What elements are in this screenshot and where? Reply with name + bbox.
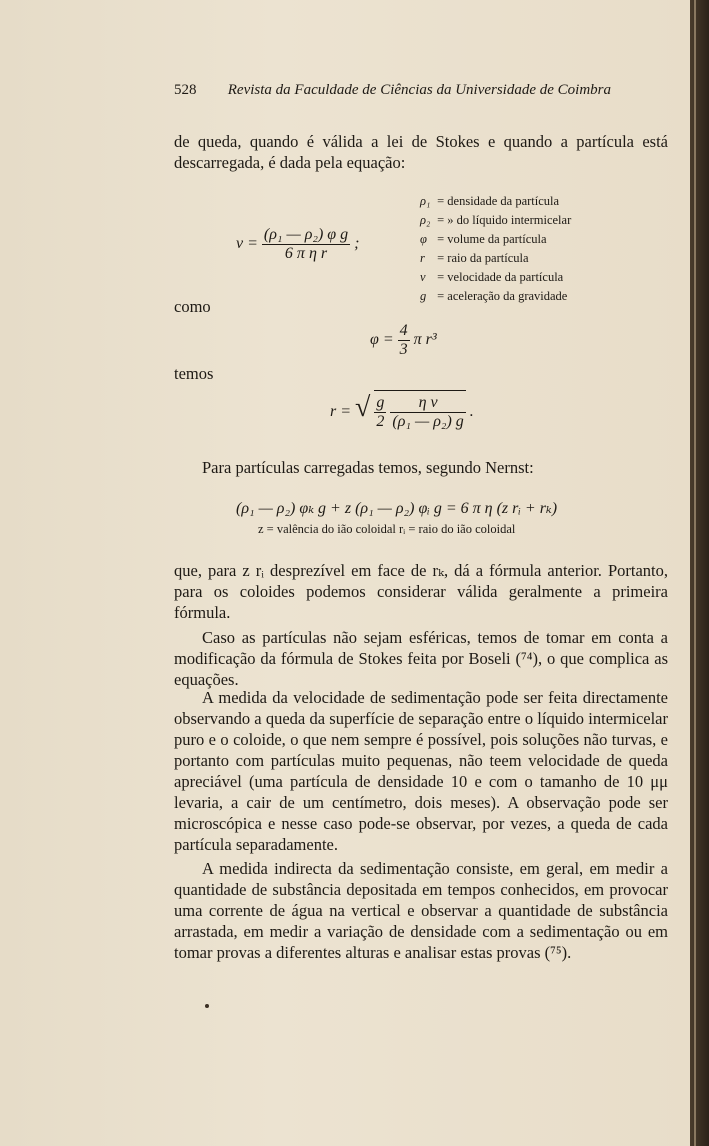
book-edge xyxy=(690,0,709,1146)
journal-title: Revista da Faculdade de Ciências da Universidade de Coimbra xyxy=(227,82,612,98)
nernst-legend: z = valência do ião coloidal rᵢ = raio do ião coloidal xyxy=(258,522,516,536)
ink-mark xyxy=(205,1004,209,1008)
formula-numerator: (ρ₁ — ρ₂) φ g xyxy=(263,226,349,243)
paragraph: Caso as partículas não sejam esféricas, temos de tomar em conta a modificação da fórmula de Stokes feita por Boseli (⁷⁴), o que complica as equações. xyxy=(174,628,668,689)
definition-row: v = velocidade da partícula xyxy=(420,270,564,284)
nernst-intro: Para partículas carregadas temos, segundo Nernst: xyxy=(202,458,534,477)
formula-fraction xyxy=(262,226,350,263)
formula-tail: ; xyxy=(354,235,360,253)
nernst-formula: (ρ₁ — ρ₂) φₖ g + z (ρ₁ — ρ₂) φᵢ g = 6 π η (z rᵢ + rₖ) xyxy=(236,500,558,517)
paragraph: A medida da velocidade de sedimentação pode ser feita directamente observando a queda da superfície de separação entre o líquido intermicelar puro e o coloide, o que nem sempre é possível, pois soluções não turvas, e portanto com partículas muito pequenas, não teem velocidade de queda apreciável (uma partícula de densidade 10 e com o tamanho de 10 μμ levaria, a cair de um centímetro, dois meses). A observação pode ser microscópica e nesse caso pode-se observar, por vezes, a queda de cada partícula separadamente. xyxy=(174,688,668,854)
label-temos: temos xyxy=(174,364,214,383)
definition-row: φ = volume da partícula xyxy=(420,232,547,246)
definition-row: r = raio da partícula xyxy=(420,251,529,265)
book-edge-line xyxy=(694,0,696,1146)
paragraph: que, para z rᵢ desprezível em face de rₖ, dá a fórmula anterior. Portanto, para os coloides podemos considerar válida geralmente a primeira fórmula. xyxy=(174,561,668,622)
intro-paragraph: de queda, quando é válida a lei de Stokes e quando a partícula está descarregada, é dada pela equação: xyxy=(174,132,668,172)
label-como: como xyxy=(174,297,211,316)
formula-denominator: 6 π η r xyxy=(284,245,328,262)
formula-lhs: v = xyxy=(236,235,258,253)
formula-fraction: $\frac{4}{3}$ xyxy=(399,322,408,358)
symbol-definitions xyxy=(420,192,571,306)
running-header xyxy=(174,82,624,99)
radicand: $\frac{g}{2}$ $\frac{\text{η v}}{\text{(ρ₁ — ρ₂) g}}$ xyxy=(374,390,465,431)
definition-row: ρ₁ = densidade da partícula xyxy=(420,194,560,208)
radical-sign: √ xyxy=(355,392,371,424)
volume-formula: φ = $\frac{4}{3}$ π r³ xyxy=(370,322,437,358)
stokes-formula xyxy=(236,226,359,263)
paragraph: A medida indirecta da sedimentação consiste, em geral, em medir a quantidade de substância depositada em tempos conhecidos, em provocar uma corrente de água na vertical e observar a quantidade de substância arrastada, em medir a variação de densidade com a sedimentação ou em tomar provas a diferentes alturas e analisar estas provas (⁷⁵). xyxy=(174,859,668,962)
radius-formula: r = √ $\frac{g}{2}$ $\frac{\text{η v}}{\text{(ρ₁ — ρ₂) g}}$ . xyxy=(330,390,474,431)
definition-row: ρ₂ = » do líquido intermicelar xyxy=(420,213,572,227)
page-number: 528 xyxy=(174,82,197,98)
definition-row: g = aceleração da gravidade xyxy=(420,289,568,303)
